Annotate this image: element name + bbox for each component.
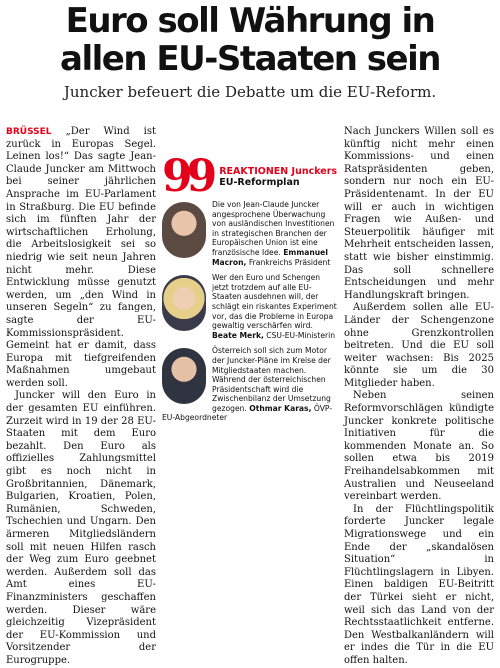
reaction-role: ÖVP-EU-Abgeordneter [162, 403, 333, 423]
article-paragraph: Neben seinen Reformvorschlägen kündigte Juncker konkrete politische Initiativen für die kommenden Monate an. So sollen etwa bis 2019 Freihandelsabkommen mit Australien und Neuseeland vereinbart werden. [344, 390, 494, 503]
article-paragraph: Nach Junckers Willen soll es künftig nicht mehr einen Kommissions- und einen Ratspräsidenten geben, sondern nur noch ein EU-Präsidentenamt. In der EU will er auch in wichtigen Fragen wie Außen- und Steuerpolitik häufiger mit Mehrheit entscheiden lassen, statt wie bisher einstimmig. Das soll schnellere Entscheidungen und mehr Handlungskraft bringen. [344, 126, 494, 301]
reaction-author: Emmanuel Macron, [212, 247, 328, 267]
reaction-item-macron [162, 200, 338, 267]
reaction-item-karas [162, 346, 338, 423]
portrait-karas [162, 348, 206, 404]
subheadline: Juncker befeuert die Debatte um die EU-Reform. [63, 83, 437, 101]
headline-line-2: allen EU-Staaten sein [60, 39, 440, 79]
portrait-macron [162, 202, 206, 258]
reactions-header [162, 151, 338, 202]
reaction-text: Wer den Euro und Schengen jetzt trotzdem auf alle EU-Staaten ausdehnen will, der schlägt ein riskantes Experiment vor, das die Probleme in Europa gewaltig verschärfen wird. [212, 273, 337, 331]
headline-line-1: Euro soll Währung in [65, 1, 435, 41]
article-paragraph: Juncker will den Euro in der gesamten EU einführen. Zurzeit wird in 19 der 28 EU-Staaten mit dem Euro bezahlt. Den Euro als offizielles Zahlungsmittel gibt es noch nicht in Großbritannien, Dänemark, Bulgarien, Kroatien, Polen, Rumänien, Schweden, Tschechien und Ungarn. Den ärmeren Mitgliedsländern soll mit neuen Hilfen rasch der Weg zum Euro geebnet werden. Außerdem soll das Amt eines EU-Finanzministers geschaffen werden. Dieser wäre gleichzeitig Vizepräsident der EU-Kommission und Vorsitzender der Eurogruppe. [6, 390, 156, 666]
article-paragraph [6, 126, 156, 390]
reaction-text: Die von Jean-Claude Juncker angesprochene Überwachung von ausländischen Investitionen in strategischen Branchen der Europäischen Union ist eine französische Idee. [212, 200, 335, 257]
portrait-merk [162, 275, 206, 331]
headline [0, 2, 500, 78]
article-paragraph: Außerdem sollen alle EU-Länder der Schengenzone ohne Grenzkontrollen beitreten. Und die EU soll weiter wachsen: Bis 2025 könnte sie um die 30 Mitglieder haben. [344, 302, 494, 389]
reactions-title-red: REAKTIONEN Junckers [219, 166, 338, 177]
paragraph-text: „Der Wind ist zurück in Europas Segel. Leinen los!“ Das sagte Jean-Claude Juncker am Mittwoch bei seiner jährlichen Ansprache im EU-Parlament in Straßburg. Die EU befinde sich im fünften Jahr der wirtschaftlichen Erholung, die Arbeitslosigkeit sei so niedrig wie seit neun Jahren nicht mehr. Diese Entwicklung müsse genutzt werden, um „den Wind in unseren Segeln“ zu fangen, sagte der EU-Kommissionspräsident. Gemeint hat er damit, dass Europa mit tiefgreifenden Maßnahmen umgebaut werden soll. [6, 126, 157, 389]
quote-mark-icon: 99 [162, 151, 212, 202]
reaction-author: Beate Merk, [212, 330, 264, 340]
reactions-title [219, 166, 337, 188]
article-column-right [344, 126, 494, 668]
reaction-text: Österreich soll sich zum Motor der Juncker-Pläne im Kreise der Mitgliedstaaten machen. Während der österreichischen Präsidentschaft wird die Zwischenbilanz der Umsetzung gezogen. [212, 346, 331, 413]
reaction-author: Othmar Karas, [249, 403, 312, 413]
reaction-role: Frankreichs Präsident [248, 257, 331, 267]
reaction-role: CSU-EU-Ministerin [266, 330, 336, 340]
article-paragraph: In der Flüchtlingspolitik forderte Juncker legale Migrationswege und ein Ende der „skandalösen Situation“ in Flüchtlingslagern in Libyen. Einen baldigen EU-Beitritt der Türkei sieht er nicht, weil sich das Land von der Rechtsstaatlichkeit entferne. Den Westbalkanländern will er indes die Tür in die EU offen halten. [344, 503, 494, 666]
dateline-place: BRÜSSEL [6, 127, 52, 137]
reactions-title-black: EU-Reformplan [219, 177, 300, 188]
reaction-item-merk [162, 273, 338, 340]
article-column-left [6, 126, 156, 668]
reactions-box [162, 151, 338, 423]
